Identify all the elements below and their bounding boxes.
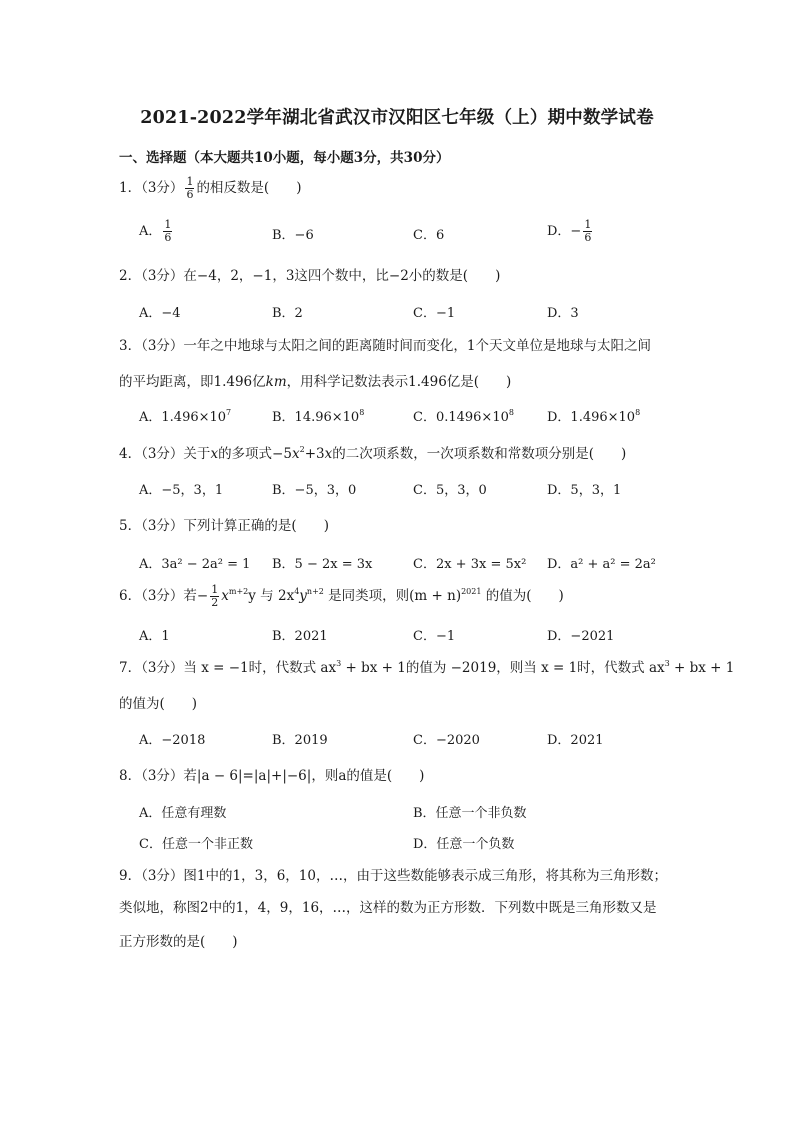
option-c[interactable]: C．6 — [413, 228, 445, 243]
question-9-line-3: 正方形数的是( ) — [119, 934, 238, 950]
option-d[interactable]: D．−2021 — [547, 629, 615, 644]
option-c[interactable]: C．5，3，0 — [413, 483, 487, 498]
option-a[interactable]: A．3a² − 2a² = 1 — [139, 557, 251, 572]
question-9-line-1: 9．（3分）图1中的1，3，6，10，…，由于这些数能够表示成三角形，将其称为三角形数； — [119, 868, 667, 884]
option-d[interactable]: D．5，3，1 — [547, 483, 622, 498]
question-1 — [119, 176, 301, 201]
option-a[interactable]: A．任意有理数 — [139, 806, 227, 821]
option-a[interactable]: A．$1.496\times 10^7$ — [139, 408, 232, 425]
option-c[interactable]: C．−2020 — [413, 733, 480, 748]
option-a[interactable]: A．1 — [139, 629, 170, 644]
option-b[interactable]: B．5 − 2x = 3x — [272, 557, 373, 572]
option-b[interactable]: B．任意一个非负数 — [413, 806, 527, 821]
option-b[interactable]: B．−6 — [272, 228, 314, 243]
option-a[interactable]: A．−2018 — [139, 733, 206, 748]
question-3-line-2: 的平均距离，即1.496亿km，用科学记数法表示1.496亿是( ) — [119, 374, 512, 390]
question-2: 2．（3分）在−4，2，−1，3这四个数中，比−2小的数是( ) — [119, 268, 501, 284]
question-7-line-2: 的值为( ) — [119, 696, 198, 712]
option-d[interactable]: D．$1.496\times 10^8$ — [547, 408, 641, 425]
page-title: 2021-2022学年湖北省武汉市汉阳区七年级（上）期中数学试卷 — [140, 108, 654, 128]
section-heading: 一、选择题（本大题共10小题，每小题3分，共30分） — [119, 150, 450, 166]
question-text: 的相反数是( ) — [196, 180, 302, 196]
option-c[interactable]: C．$0.1496\times 10^8$ — [413, 408, 514, 425]
fraction: $\frac{1}{2}$ — [211, 583, 219, 609]
question-7-line-1: 7．（3分）当 x = −1时，代数式 $ax^3$ + bx + 1的值为 −2019，则当 x = 1时，代数式 $ax^3$ + bx + 1 — [119, 659, 735, 676]
option-c[interactable]: C．−1 — [413, 629, 456, 644]
question-4: 4．（3分）关于x的多项式$-5x^2+3x$的二次项系数，一次项系数和常数项分别是( ) — [119, 445, 627, 462]
option-b[interactable]: B．$14.96\times 10^8$ — [272, 408, 365, 425]
option-a[interactable]: A． $\frac{1}{6}$ — [139, 218, 172, 244]
option-b[interactable]: B．−5，3，0 — [272, 483, 357, 498]
option-b[interactable]: B．2021 — [272, 629, 328, 644]
question-9-line-2: 类似地，称图2中的1，4，9，16，…，这样的数为正方形数．下列数中既是三角形数又是 — [119, 900, 657, 916]
option-c[interactable]: C．−1 — [413, 306, 456, 321]
option-c[interactable]: C．2x + 3x = 5x² — [413, 557, 527, 572]
option-a[interactable]: A．−5，3，1 — [139, 483, 224, 498]
option-d[interactable]: D．a² + a² = 2a² — [547, 557, 656, 572]
option-b[interactable]: B．2019 — [272, 733, 328, 748]
question-8: 8．（3分）若|a − 6|=|a|+|−6|，则a的值是( ) — [119, 768, 425, 784]
option-a[interactable]: A．−4 — [139, 306, 181, 321]
question-6: 6．（3分）若− $\frac{1}{2}$ $x^{m+2}y$ 与 $2x^4y^{n+2}$ 是同类项，则$(m + n)^{2021}$ 的值为( ) — [119, 583, 564, 609]
option-c[interactable]: C．任意一个非正数 — [139, 837, 253, 852]
option-d[interactable]: D．任意一个负数 — [413, 837, 515, 852]
question-number: 1．（3分） — [119, 180, 184, 196]
question-5: 5．（3分）下列计算正确的是( ) — [119, 518, 329, 534]
option-d[interactable]: D．2021 — [547, 733, 604, 748]
option-b[interactable]: B．2 — [272, 306, 303, 321]
question-3-line-1: 3．（3分）一年之中地球与太阳之间的距离随时间而变化，1个天文单位是地球与太阳之间 — [119, 338, 652, 354]
fraction: $\frac{1}{6}$ — [186, 175, 194, 201]
option-d[interactable]: D．3 — [547, 306, 579, 321]
option-d[interactable]: D．− $\frac{1}{6}$ — [547, 218, 592, 244]
